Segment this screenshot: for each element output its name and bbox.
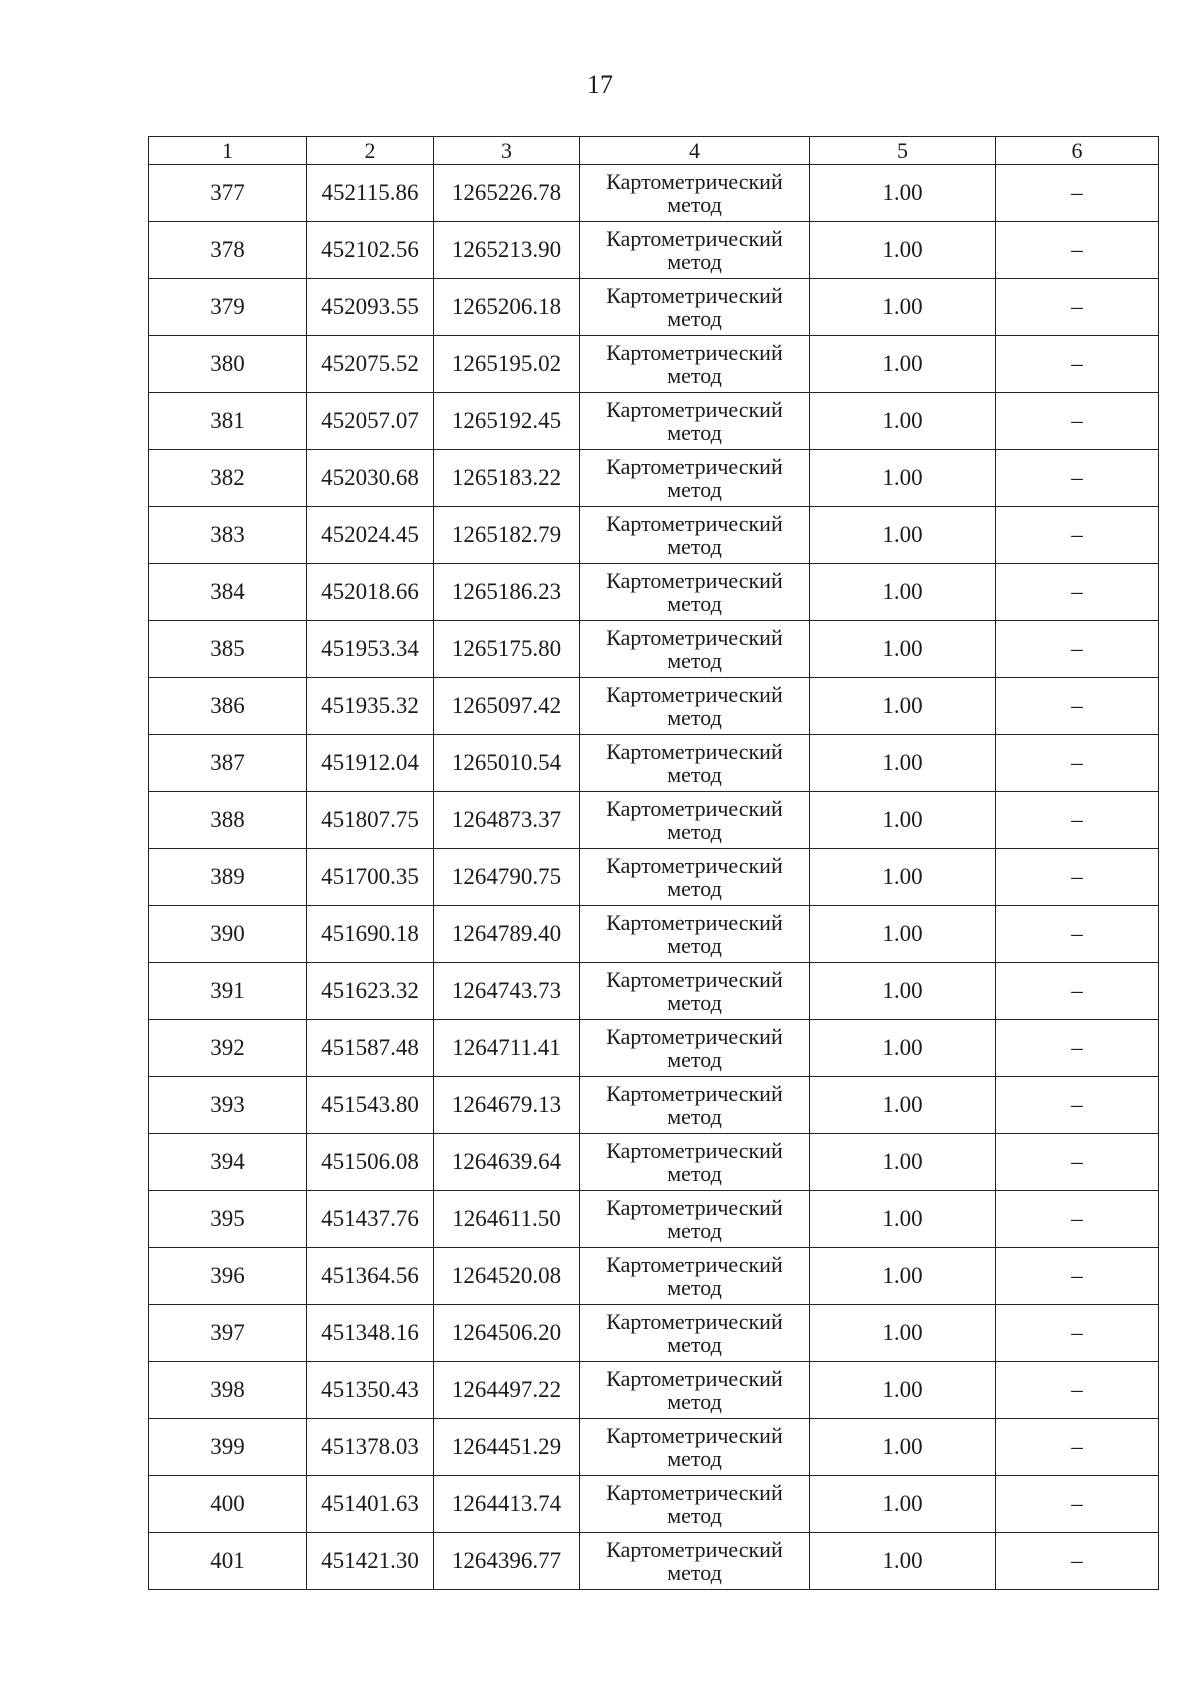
- coordinate-y: 1264396.77: [434, 1533, 580, 1590]
- method-text-line2: метод: [667, 876, 722, 901]
- accuracy-value: 1.00: [810, 222, 996, 279]
- method-text-line2: метод: [667, 534, 722, 559]
- method-cell: [580, 1305, 810, 1362]
- method-text-line1: Картометрический: [606, 568, 783, 593]
- method-cell: [580, 1419, 810, 1476]
- method-cell: [580, 792, 810, 849]
- method-text-line1: Картометрический: [606, 1480, 783, 1505]
- coordinate-x: 451401.63: [307, 1476, 434, 1533]
- method-text-line1: Картометрический: [606, 1081, 783, 1106]
- coordinate-x: 451437.76: [307, 1191, 434, 1248]
- coordinate-x: 451912.04: [307, 735, 434, 792]
- coordinate-x: 451506.08: [307, 1134, 434, 1191]
- point-number: 390: [149, 906, 307, 963]
- method-cell: [580, 735, 810, 792]
- note-cell: [996, 1134, 1159, 1191]
- note-dash: –: [1071, 1035, 1083, 1060]
- note-dash: –: [1071, 864, 1083, 889]
- coordinate-y: 1264743.73: [434, 963, 580, 1020]
- point-number: 389: [149, 849, 307, 906]
- method-cell: [580, 1077, 810, 1134]
- table-row: [149, 1248, 1159, 1305]
- accuracy-value: 1.00: [810, 450, 996, 507]
- note-cell: [996, 1077, 1159, 1134]
- accuracy-value: 1.00: [810, 507, 996, 564]
- point-number: 394: [149, 1134, 307, 1191]
- point-number: 393: [149, 1077, 307, 1134]
- coordinate-y: 1264789.40: [434, 906, 580, 963]
- method-cell: [580, 1020, 810, 1077]
- table-row: [149, 1362, 1159, 1419]
- method-text-line2: метод: [667, 933, 722, 958]
- method-text-line2: метод: [667, 249, 722, 274]
- method-text-line1: Картометрический: [606, 1195, 783, 1220]
- note-cell: [996, 1419, 1159, 1476]
- coordinate-x: 451690.18: [307, 906, 434, 963]
- accuracy-value: 1.00: [810, 1533, 996, 1590]
- method-text-line1: Картометрический: [606, 511, 783, 536]
- coordinate-y: 1264790.75: [434, 849, 580, 906]
- table-row: [149, 849, 1159, 906]
- method-text-line2: метод: [667, 1389, 722, 1414]
- note-dash: –: [1071, 294, 1083, 319]
- method-text-line1: Картометрический: [606, 796, 783, 821]
- header-cell-4: 4: [580, 137, 810, 165]
- coordinate-x: 451348.16: [307, 1305, 434, 1362]
- note-dash: –: [1071, 1491, 1083, 1516]
- table-row: [149, 792, 1159, 849]
- note-cell: [996, 735, 1159, 792]
- accuracy-value: 1.00: [810, 678, 996, 735]
- method-text-line1: Картометрический: [606, 1024, 783, 1049]
- point-number: 398: [149, 1362, 307, 1419]
- accuracy-value: 1.00: [810, 393, 996, 450]
- coordinate-x: 451700.35: [307, 849, 434, 906]
- table-row: [149, 1191, 1159, 1248]
- accuracy-value: 1.00: [810, 165, 996, 222]
- point-number: 396: [149, 1248, 307, 1305]
- coordinate-y: 1264520.08: [434, 1248, 580, 1305]
- method-text-line1: Картометрический: [606, 1537, 783, 1562]
- coordinate-x: 451807.75: [307, 792, 434, 849]
- method-text-line2: метод: [667, 648, 722, 673]
- method-cell: [580, 393, 810, 450]
- coordinate-x: 452030.68: [307, 450, 434, 507]
- point-number: 378: [149, 222, 307, 279]
- point-number: 380: [149, 336, 307, 393]
- note-dash: –: [1071, 921, 1083, 946]
- coordinate-y: 1265226.78: [434, 165, 580, 222]
- coordinate-y: 1264873.37: [434, 792, 580, 849]
- method-text-line2: метод: [667, 1332, 722, 1357]
- coordinate-x: 452024.45: [307, 507, 434, 564]
- note-dash: –: [1071, 636, 1083, 661]
- note-dash: –: [1071, 807, 1083, 832]
- coordinate-y: 1264506.20: [434, 1305, 580, 1362]
- note-dash: –: [1071, 1548, 1083, 1573]
- point-number: 395: [149, 1191, 307, 1248]
- table-row: [149, 564, 1159, 621]
- note-cell: [996, 1305, 1159, 1362]
- table-row: [149, 1077, 1159, 1134]
- method-text-line2: метод: [667, 1275, 722, 1300]
- method-text-line2: метод: [667, 1218, 722, 1243]
- method-cell: [580, 1476, 810, 1533]
- coordinate-y: 1265213.90: [434, 222, 580, 279]
- note-dash: –: [1071, 522, 1083, 547]
- coordinate-x: 451623.32: [307, 963, 434, 1020]
- accuracy-value: 1.00: [810, 849, 996, 906]
- coordinate-y: 1265195.02: [434, 336, 580, 393]
- coordinate-x: 452075.52: [307, 336, 434, 393]
- table-row: [149, 621, 1159, 678]
- accuracy-value: 1.00: [810, 735, 996, 792]
- accuracy-value: 1.00: [810, 279, 996, 336]
- note-dash: –: [1071, 1206, 1083, 1231]
- table-row: [149, 450, 1159, 507]
- accuracy-value: 1.00: [810, 963, 996, 1020]
- method-text-line1: Картометрический: [606, 910, 783, 935]
- method-cell: [580, 1134, 810, 1191]
- method-text-line2: метод: [667, 420, 722, 445]
- method-cell: [580, 507, 810, 564]
- coordinate-x: 451421.30: [307, 1533, 434, 1590]
- note-cell: [996, 165, 1159, 222]
- table-row: [149, 963, 1159, 1020]
- note-dash: –: [1071, 1092, 1083, 1117]
- method-text-line1: Картометрический: [606, 283, 783, 308]
- method-text-line1: Картометрический: [606, 682, 783, 707]
- method-text-line2: метод: [667, 762, 722, 787]
- table-row: [149, 1134, 1159, 1191]
- method-cell: [580, 906, 810, 963]
- point-number: 381: [149, 393, 307, 450]
- method-text-line2: метод: [667, 1446, 722, 1471]
- accuracy-value: 1.00: [810, 792, 996, 849]
- coordinate-x: 452018.66: [307, 564, 434, 621]
- header-cell-3: 3: [434, 137, 580, 165]
- point-number: 399: [149, 1419, 307, 1476]
- method-text-line1: Картометрический: [606, 397, 783, 422]
- coordinate-y: 1265097.42: [434, 678, 580, 735]
- note-cell: [996, 621, 1159, 678]
- note-dash: –: [1071, 1320, 1083, 1345]
- coordinate-y: 1264639.64: [434, 1134, 580, 1191]
- coordinate-y: 1264679.13: [434, 1077, 580, 1134]
- note-dash: –: [1071, 579, 1083, 604]
- note-cell: [996, 336, 1159, 393]
- note-cell: [996, 1020, 1159, 1077]
- method-text-line1: Картометрический: [606, 340, 783, 365]
- note-cell: [996, 450, 1159, 507]
- accuracy-value: 1.00: [810, 564, 996, 621]
- coordinate-y: 1265183.22: [434, 450, 580, 507]
- method-cell: [580, 1248, 810, 1305]
- method-cell: [580, 849, 810, 906]
- accuracy-value: 1.00: [810, 1077, 996, 1134]
- coordinate-x: 452115.86: [307, 165, 434, 222]
- method-text-line2: метод: [667, 1161, 722, 1186]
- note-dash: –: [1071, 693, 1083, 718]
- note-cell: [996, 849, 1159, 906]
- accuracy-value: 1.00: [810, 906, 996, 963]
- page-number: 17: [587, 70, 613, 99]
- table-row: [149, 507, 1159, 564]
- note-cell: [996, 393, 1159, 450]
- note-dash: –: [1071, 1377, 1083, 1402]
- method-text-line2: метод: [667, 1104, 722, 1129]
- method-text-line1: Картометрический: [606, 169, 783, 194]
- table-row: [149, 222, 1159, 279]
- coordinate-y: 1264711.41: [434, 1020, 580, 1077]
- table-row: [149, 678, 1159, 735]
- note-dash: –: [1071, 408, 1083, 433]
- note-dash: –: [1071, 351, 1083, 376]
- method-text-line1: Картометрический: [606, 1309, 783, 1334]
- header-cell-2: 2: [307, 137, 434, 165]
- method-text-line2: метод: [667, 363, 722, 388]
- note-cell: [996, 1476, 1159, 1533]
- table-row: [149, 1419, 1159, 1476]
- point-number: 386: [149, 678, 307, 735]
- coordinate-x: 452102.56: [307, 222, 434, 279]
- accuracy-value: 1.00: [810, 1248, 996, 1305]
- method-text-line1: Картометрический: [606, 853, 783, 878]
- note-cell: [996, 963, 1159, 1020]
- header-cell-5: 5: [810, 137, 996, 165]
- method-cell: [580, 963, 810, 1020]
- method-cell: [580, 1362, 810, 1419]
- coordinate-x: 451543.80: [307, 1077, 434, 1134]
- coordinate-y: 1264497.22: [434, 1362, 580, 1419]
- point-number: 377: [149, 165, 307, 222]
- table-row: [149, 279, 1159, 336]
- table-row: [149, 165, 1159, 222]
- accuracy-value: 1.00: [810, 1134, 996, 1191]
- method-cell: [580, 1191, 810, 1248]
- note-cell: [996, 222, 1159, 279]
- point-number: 392: [149, 1020, 307, 1077]
- table-row: [149, 1020, 1159, 1077]
- point-number: 383: [149, 507, 307, 564]
- point-number: 382: [149, 450, 307, 507]
- method-cell: [580, 165, 810, 222]
- accuracy-value: 1.00: [810, 1020, 996, 1077]
- method-text-line1: Картометрический: [606, 625, 783, 650]
- method-text-line1: Картометрический: [606, 226, 783, 251]
- table-row: [149, 1305, 1159, 1362]
- method-text-line2: метод: [667, 819, 722, 844]
- table-row: [149, 393, 1159, 450]
- note-dash: –: [1071, 1149, 1083, 1174]
- method-cell: [580, 564, 810, 621]
- coordinate-y: 1264413.74: [434, 1476, 580, 1533]
- method-text-line2: метод: [667, 1560, 722, 1585]
- point-number: 397: [149, 1305, 307, 1362]
- accuracy-value: 1.00: [810, 1362, 996, 1419]
- point-number: 391: [149, 963, 307, 1020]
- method-text-line2: метод: [667, 306, 722, 331]
- method-text-line1: Картометрический: [606, 739, 783, 764]
- note-cell: [996, 1191, 1159, 1248]
- coordinate-y: 1264451.29: [434, 1419, 580, 1476]
- method-text-line1: Картометрический: [606, 967, 783, 992]
- table-row: [149, 735, 1159, 792]
- accuracy-value: 1.00: [810, 336, 996, 393]
- note-dash: –: [1071, 237, 1083, 262]
- note-dash: –: [1071, 750, 1083, 775]
- coordinate-x: 451350.43: [307, 1362, 434, 1419]
- coordinate-y: 1265010.54: [434, 735, 580, 792]
- method-text-line2: метод: [667, 477, 722, 502]
- method-text-line2: метод: [667, 591, 722, 616]
- method-text-line1: Картометрический: [606, 454, 783, 479]
- table-row: [149, 1476, 1159, 1533]
- accuracy-value: 1.00: [810, 621, 996, 678]
- note-dash: –: [1071, 180, 1083, 205]
- method-cell: [580, 621, 810, 678]
- method-cell: [580, 222, 810, 279]
- point-number: 385: [149, 621, 307, 678]
- note-cell: [996, 906, 1159, 963]
- coordinate-x: 451364.56: [307, 1248, 434, 1305]
- table-row: [149, 336, 1159, 393]
- note-cell: [996, 564, 1159, 621]
- table-row: [149, 1533, 1159, 1590]
- accuracy-value: 1.00: [810, 1476, 996, 1533]
- method-cell: [580, 336, 810, 393]
- point-number: 401: [149, 1533, 307, 1590]
- method-cell: [580, 450, 810, 507]
- coordinate-y: 1264611.50: [434, 1191, 580, 1248]
- method-text-line1: Картометрический: [606, 1138, 783, 1163]
- method-text-line1: Картометрический: [606, 1252, 783, 1277]
- accuracy-value: 1.00: [810, 1419, 996, 1476]
- accuracy-value: 1.00: [810, 1191, 996, 1248]
- point-number: 388: [149, 792, 307, 849]
- coordinate-x: 452057.07: [307, 393, 434, 450]
- accuracy-value: 1.00: [810, 1305, 996, 1362]
- note-cell: [996, 1362, 1159, 1419]
- point-number: 379: [149, 279, 307, 336]
- table-header: [149, 137, 1159, 165]
- coordinate-y: 1265186.23: [434, 564, 580, 621]
- method-text-line2: метод: [667, 705, 722, 730]
- method-text-line2: метод: [667, 1047, 722, 1072]
- coordinate-y: 1265182.79: [434, 507, 580, 564]
- table-body: [149, 165, 1159, 1590]
- coordinate-x: 451587.48: [307, 1020, 434, 1077]
- method-text-line2: метод: [667, 990, 722, 1015]
- coordinate-y: 1265175.80: [434, 621, 580, 678]
- coordinate-x: 451935.32: [307, 678, 434, 735]
- header-cell-6: 6: [996, 137, 1159, 165]
- note-dash: –: [1071, 978, 1083, 1003]
- header-row: [149, 137, 1159, 165]
- method-text-line1: Картометрический: [606, 1366, 783, 1391]
- point-number: 387: [149, 735, 307, 792]
- note-cell: [996, 1248, 1159, 1305]
- method-text-line2: метод: [667, 1503, 722, 1528]
- point-number: 384: [149, 564, 307, 621]
- point-number: 400: [149, 1476, 307, 1533]
- method-text-line2: метод: [667, 192, 722, 217]
- note-cell: [996, 279, 1159, 336]
- coordinate-x: 451953.34: [307, 621, 434, 678]
- coordinate-x: 452093.55: [307, 279, 434, 336]
- note-cell: [996, 792, 1159, 849]
- method-text-line1: Картометрический: [606, 1423, 783, 1448]
- method-cell: [580, 279, 810, 336]
- note-cell: [996, 1533, 1159, 1590]
- table-row: [149, 906, 1159, 963]
- note-dash: –: [1071, 465, 1083, 490]
- coordinate-x: 451378.03: [307, 1419, 434, 1476]
- coordinate-y: 1265206.18: [434, 279, 580, 336]
- note-dash: –: [1071, 1263, 1083, 1288]
- coordinate-y: 1265192.45: [434, 393, 580, 450]
- method-cell: [580, 1533, 810, 1590]
- header-cell-1: 1: [149, 137, 307, 165]
- note-cell: [996, 678, 1159, 735]
- coordinates-table: [148, 136, 1159, 1590]
- note-cell: [996, 507, 1159, 564]
- method-cell: [580, 678, 810, 735]
- note-dash: –: [1071, 1434, 1083, 1459]
